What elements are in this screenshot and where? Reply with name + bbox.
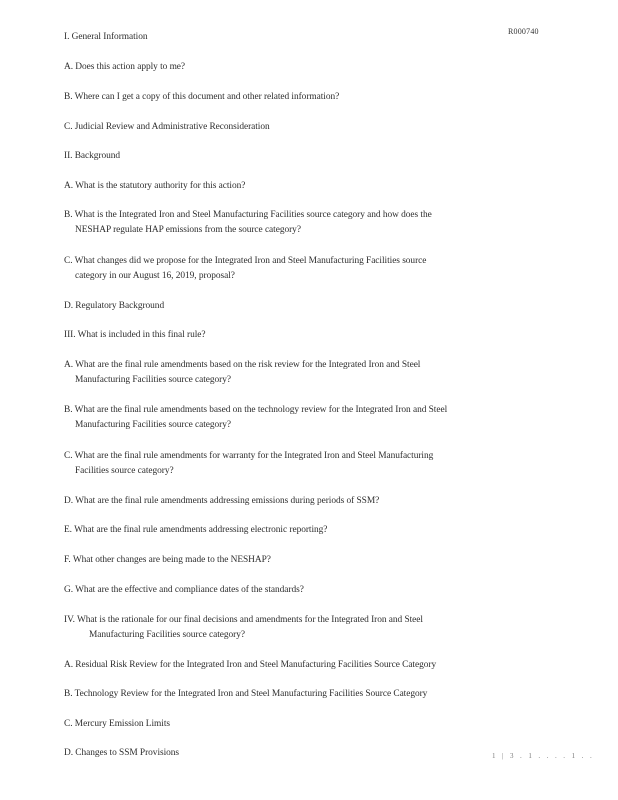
toc-item-continuation: Manufacturing Facilities source category? [75,375,231,385]
toc-item-continuation: category in our August 16, 2019, proposal? [75,271,235,281]
page-footer: 1 | 3 . 1 . . . . 1 . . [492,752,595,760]
toc-item: C. Mercury Emission Limits [64,719,170,729]
toc-item: D. What are the final rule amendments addressing emissions during periods of SSM? [64,496,380,506]
toc-item: C. Judicial Review and Administrative Reconsideration [64,122,270,132]
toc-heading-general-information: I. General Information [64,32,148,42]
toc-item: A. Residual Risk Review for the Integrated Iron and Steel Manufacturing Facilities Source Category [64,660,437,670]
toc-item: D. Regulatory Background [64,301,165,311]
toc-item: C. What changes did we propose for the Integrated Iron and Steel Manufacturing Facilities source [64,256,427,266]
toc-item: B. What is the Integrated Iron and Steel Manufacturing Facilities source category and how does the [64,210,432,220]
toc-item: F. What other changes are being made to the NESHAP? [64,555,271,565]
toc-item: A. What is the statutory authority for this action? [64,181,246,191]
toc-item: C. What are the final rule amendments for warranty for the Integrated Iron and Steel Manufacturing [64,451,434,461]
toc-item: B. Technology Review for the Integrated Iron and Steel Manufacturing Facilities Source Category [64,689,428,699]
toc-heading-background: II. Background [64,151,121,161]
toc-item: E. What are the final rule amendments addressing electronic reporting? [64,525,328,535]
toc-item: B. Where can I get a copy of this document and other related information? [64,92,340,102]
toc-item: A. What are the final rule amendments based on the risk review for the Integrated Iron and Steel [64,360,421,370]
toc-heading-rationale: IV. What is the rationale for our final decisions and amendments for the Integrated Iron and Steel [64,615,423,625]
toc-item: B. What are the final rule amendments based on the technology review for the Integrated Iron and Steel [64,405,448,415]
toc-item-continuation: Facilities source category? [75,466,174,476]
toc-item-continuation: Manufacturing Facilities source category? [89,630,245,640]
toc-item-continuation: NESHAP regulate HAP emissions from the source category? [75,225,301,235]
toc-item: A. Does this action apply to me? [64,62,186,72]
toc-item-continuation: Manufacturing Facilities source category? [75,420,231,430]
toc-item: D. Changes to SSM Provisions [64,748,180,758]
toc-item: G. What are the effective and compliance dates of the standards? [64,585,304,595]
toc-heading-final-rule: III. What is included in this final rule? [64,330,206,340]
document-id: R000740 [508,27,539,36]
